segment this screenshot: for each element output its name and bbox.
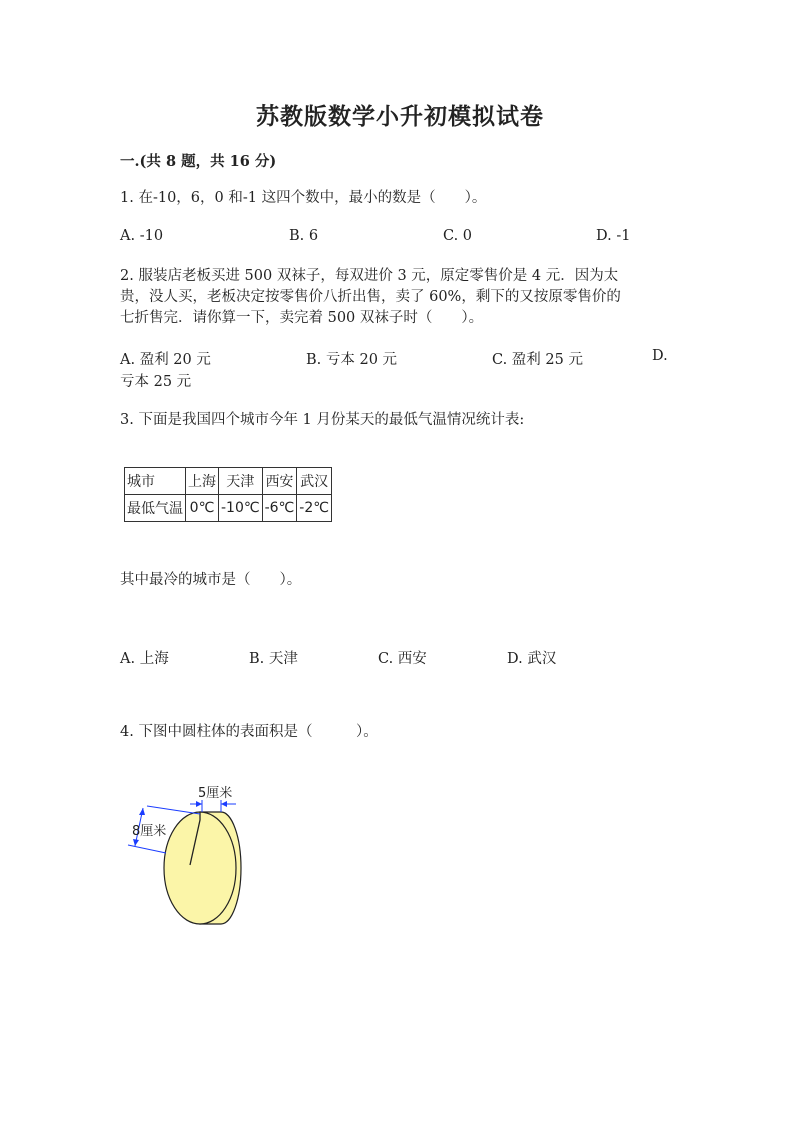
q3-option-b: B. 天津	[249, 651, 298, 667]
height-label: 5厘米	[198, 786, 233, 801]
diameter-extension-top	[147, 806, 200, 814]
question-3-text: 3. 下面是我国四个城市今年 1 月份某天的最低气温情况统计表:	[120, 412, 525, 428]
q1-option-b: B. 6	[289, 228, 319, 244]
q3-option-c: C. 西安	[378, 651, 427, 667]
table-cell: 0℃	[186, 495, 219, 522]
diameter-extension-bottom	[128, 845, 166, 853]
section-heading: 一.(共 8 题，共 16 分)	[120, 153, 277, 170]
q2-option-d: D.	[652, 348, 668, 364]
q2-option-d-continued: 亏本 25 元	[120, 374, 192, 390]
question-2-line-2: 贵，没人买，老板决定按零售价八折出售，卖了 60%，剩下的又按原零售价的	[120, 289, 621, 305]
diameter-arrowhead-top	[139, 808, 145, 815]
q3-option-a: A. 上海	[120, 651, 169, 667]
q3-option-d: D. 武汉	[507, 651, 557, 667]
table-cell: -10℃	[219, 495, 263, 522]
table-cell: 最低气温	[125, 495, 186, 522]
diameter-arrowhead-bottom	[133, 839, 139, 846]
height-arrowhead-left	[196, 801, 202, 807]
temperature-table	[124, 467, 332, 522]
table-cell: -2℃	[297, 495, 332, 522]
question-2-line-3: 七折售完．请你算一下，卖完着 500 双袜子时（ ）。	[120, 310, 484, 326]
page-title: 苏教版数学小升初模拟试卷	[256, 103, 544, 130]
cylinder-figure	[120, 780, 260, 940]
q2-option-b: B. 亏本 20 元	[306, 352, 398, 368]
q1-option-d: D. -1	[596, 228, 631, 244]
table-cell: 武汉	[297, 468, 332, 495]
table-cell: 上海	[186, 468, 219, 495]
table-cell: 城市	[125, 468, 186, 495]
table-cell: 天津	[219, 468, 263, 495]
question-2-line-1: 2. 服装店老板买进 500 双袜子，每双进价 3 元，原定零售价是 4 元．因为太	[120, 268, 619, 284]
diameter-label: 8厘米	[132, 824, 167, 839]
q1-option-c: C. 0	[443, 228, 473, 244]
q2-option-c: C. 盈利 25 元	[492, 352, 583, 368]
question-1-text: 1. 在-10，6，0 和-1 这四个数中，最小的数是（ ）。	[120, 190, 487, 206]
question-4-text: 4. 下图中圆柱体的表面积是（ ）。	[120, 724, 378, 740]
table-row	[125, 495, 332, 522]
table-cell: 西安	[262, 468, 297, 495]
question-3-subquestion: 其中最冷的城市是（ ）。	[120, 572, 302, 588]
cylinder-front-face	[164, 812, 236, 924]
table-cell: -6℃	[262, 495, 297, 522]
q2-option-a: A. 盈利 20 元	[120, 352, 211, 368]
q1-option-a: A. -10	[120, 228, 164, 244]
height-arrowhead-right	[221, 801, 227, 807]
table-row	[125, 468, 332, 495]
